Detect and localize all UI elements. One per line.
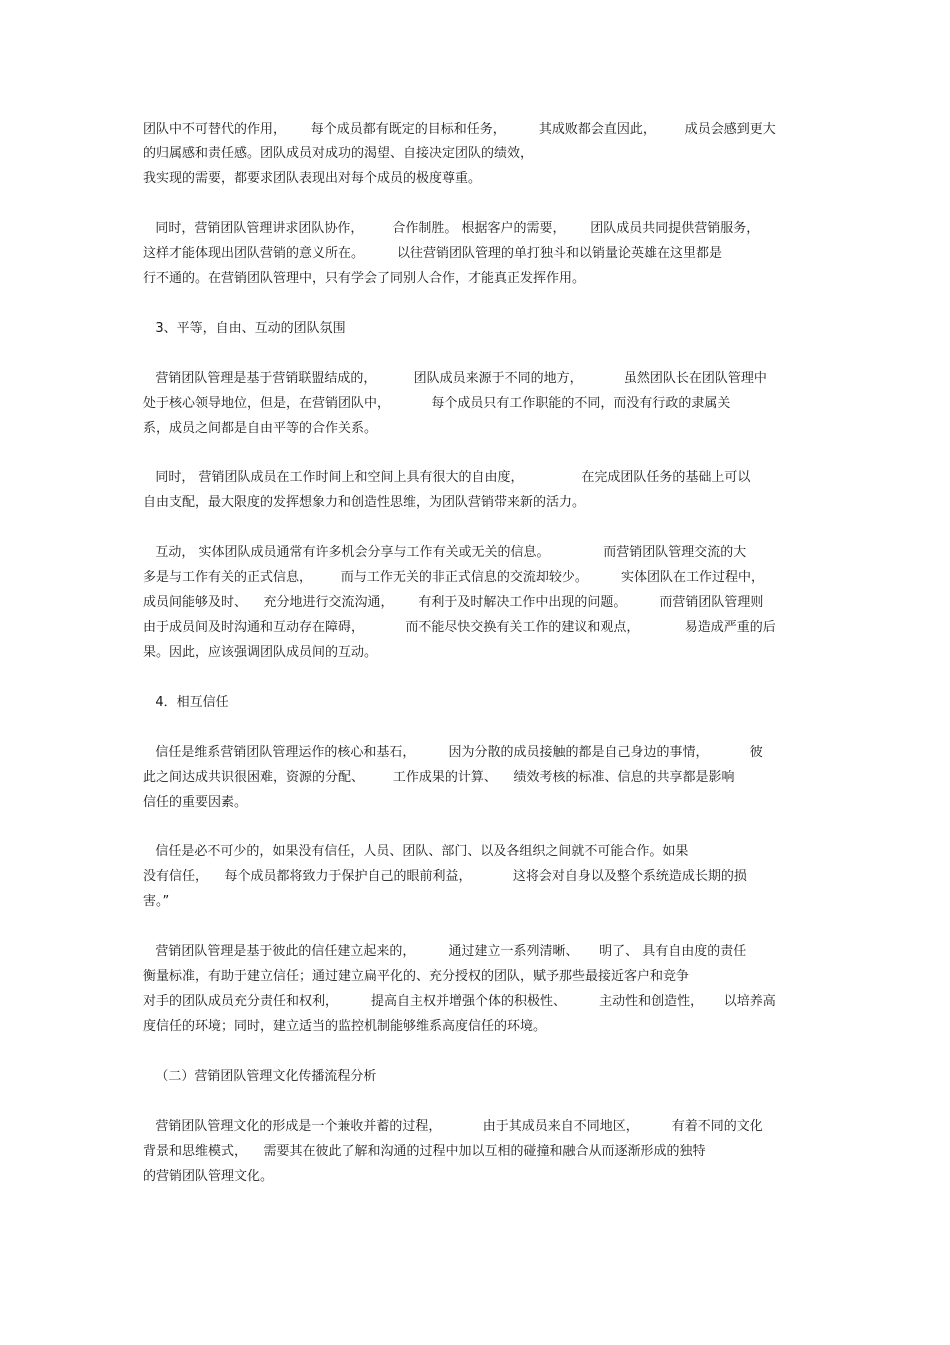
text-line: 成员间能够及时、 充分地进行交流沟通， 有利于及时解决工作中出现的问题。 而营销团队管理则	[143, 595, 764, 610]
text-line: 由于成员间及时沟通和互动存在障碍， 而不能尽快交换有关工作的建议和观点， 易造成严重的后	[143, 620, 776, 635]
text-line: 背景和思维模式， 需要其在彼此了解和沟通的过程中加以互相的碰撞和融合从而逐渐形成的独特	[143, 1144, 706, 1159]
text-line: 信任是必不可少的，如果没有信任，人员、团队、部门、以及各组织之间就不可能合作。如果	[143, 844, 689, 859]
text-line: 多是与工作有关的正式信息， 而与工作无关的非正式信息的交流却较少。 实体团队在工作过程中，	[143, 570, 764, 585]
text-line: 营销团队管理是基于营销联盟结成的， 团队成员来源于不同的地方， 虽然团队长在团队管理中	[143, 371, 767, 386]
text-line: 系，成员之间都是自由平等的合作关系。	[143, 421, 378, 436]
text-line: 自由支配，最大限度的发挥想象力和创造性思维，为团队营销带来新的活力。	[143, 495, 586, 510]
section-heading: 3、平等，自由、互动的团队氛围	[143, 321, 346, 336]
text-line: 营销团队管理是基于彼此的信任建立起来的， 通过建立一系列清晰、 明了、 具有自由度的责任	[143, 944, 747, 959]
text-line: 信任是维系营销团队管理运作的核心和基石， 因为分散的成员接触的都是自己身边的事情， 彼	[143, 745, 763, 760]
text-line: 同时，营销团队管理讲求团队协作， 合作制胜。 根据客户的需要， 团队成员共同提供营销服务，	[143, 221, 760, 236]
text-line: 对手的团队成员充分责任和权利， 提高自主权并增强个体的积极性、 主动性和创造性， 以培养高	[143, 994, 776, 1009]
text-line: 这样才能体现出团队营销的意义所在。 以往营销团队管理的单打独斗和以销量论英雄在这里都是	[143, 246, 723, 261]
text-line: 营销团队管理文化的形成是一个兼收并蓄的过程， 由于其成员来自不同地区， 有着不同的文化	[143, 1119, 763, 1134]
text-line: 的归属感和责任感。团队成员对成功的渴望、自接决定团队的绩效，	[143, 146, 534, 161]
section-heading: （二）营销团队管理文化传播流程分析	[143, 1069, 377, 1084]
text-line: 度信任的环境；同时，建立适当的监控机制能够维系高度信任的环境。	[143, 1019, 547, 1034]
text-line: 同时， 营销团队成员在工作时间上和空间上具有很大的自由度， 在完成团队任务的基础上可以	[143, 470, 751, 485]
text-line: 害。”	[143, 894, 170, 909]
text-line: 的营销团队管理文化。	[143, 1169, 274, 1184]
text-line: 我实现的需要，都要求团队表现出对每个成员的极度尊重。	[143, 171, 482, 186]
text-line: 信任的重要因素。	[143, 795, 248, 810]
section-heading: 4．相互信任	[143, 695, 229, 710]
text-line: 互动， 实体团队成员通常有许多机会分享与工作有关或无关的信息。 而营销团队管理交流的大	[143, 545, 747, 560]
text-line: 团队中不可替代的作用， 每个成员都有既定的目标和任务， 其成败都会直因此， 成员会感到更大	[143, 122, 776, 137]
text-line: 衡量标准，有助于建立信任；通过建立扁平化的、充分授权的团队，赋予那些最接近客户和竞争	[143, 969, 690, 984]
text-line: 没有信任， 每个成员都将致力于保护自己的眼前利益， 这将会对自身以及整个系统造成长期的损	[143, 869, 747, 884]
text-line: 果。因此，应该强调团队成员间的互动。	[143, 645, 378, 660]
text-line: 此之间达成共识很困难，资源的分配、 工作成果的计算、 绩效考核的标准、信息的共享都是影响	[143, 770, 735, 785]
text-line: 行不通的。在营销团队管理中，只有学会了同别人合作，才能真正发挥作用。	[143, 271, 586, 286]
text-line: 处于核心领导地位，但是，在营销团队中， 每个成员只有工作职能的不同，而没有行政的隶属关	[143, 396, 731, 411]
